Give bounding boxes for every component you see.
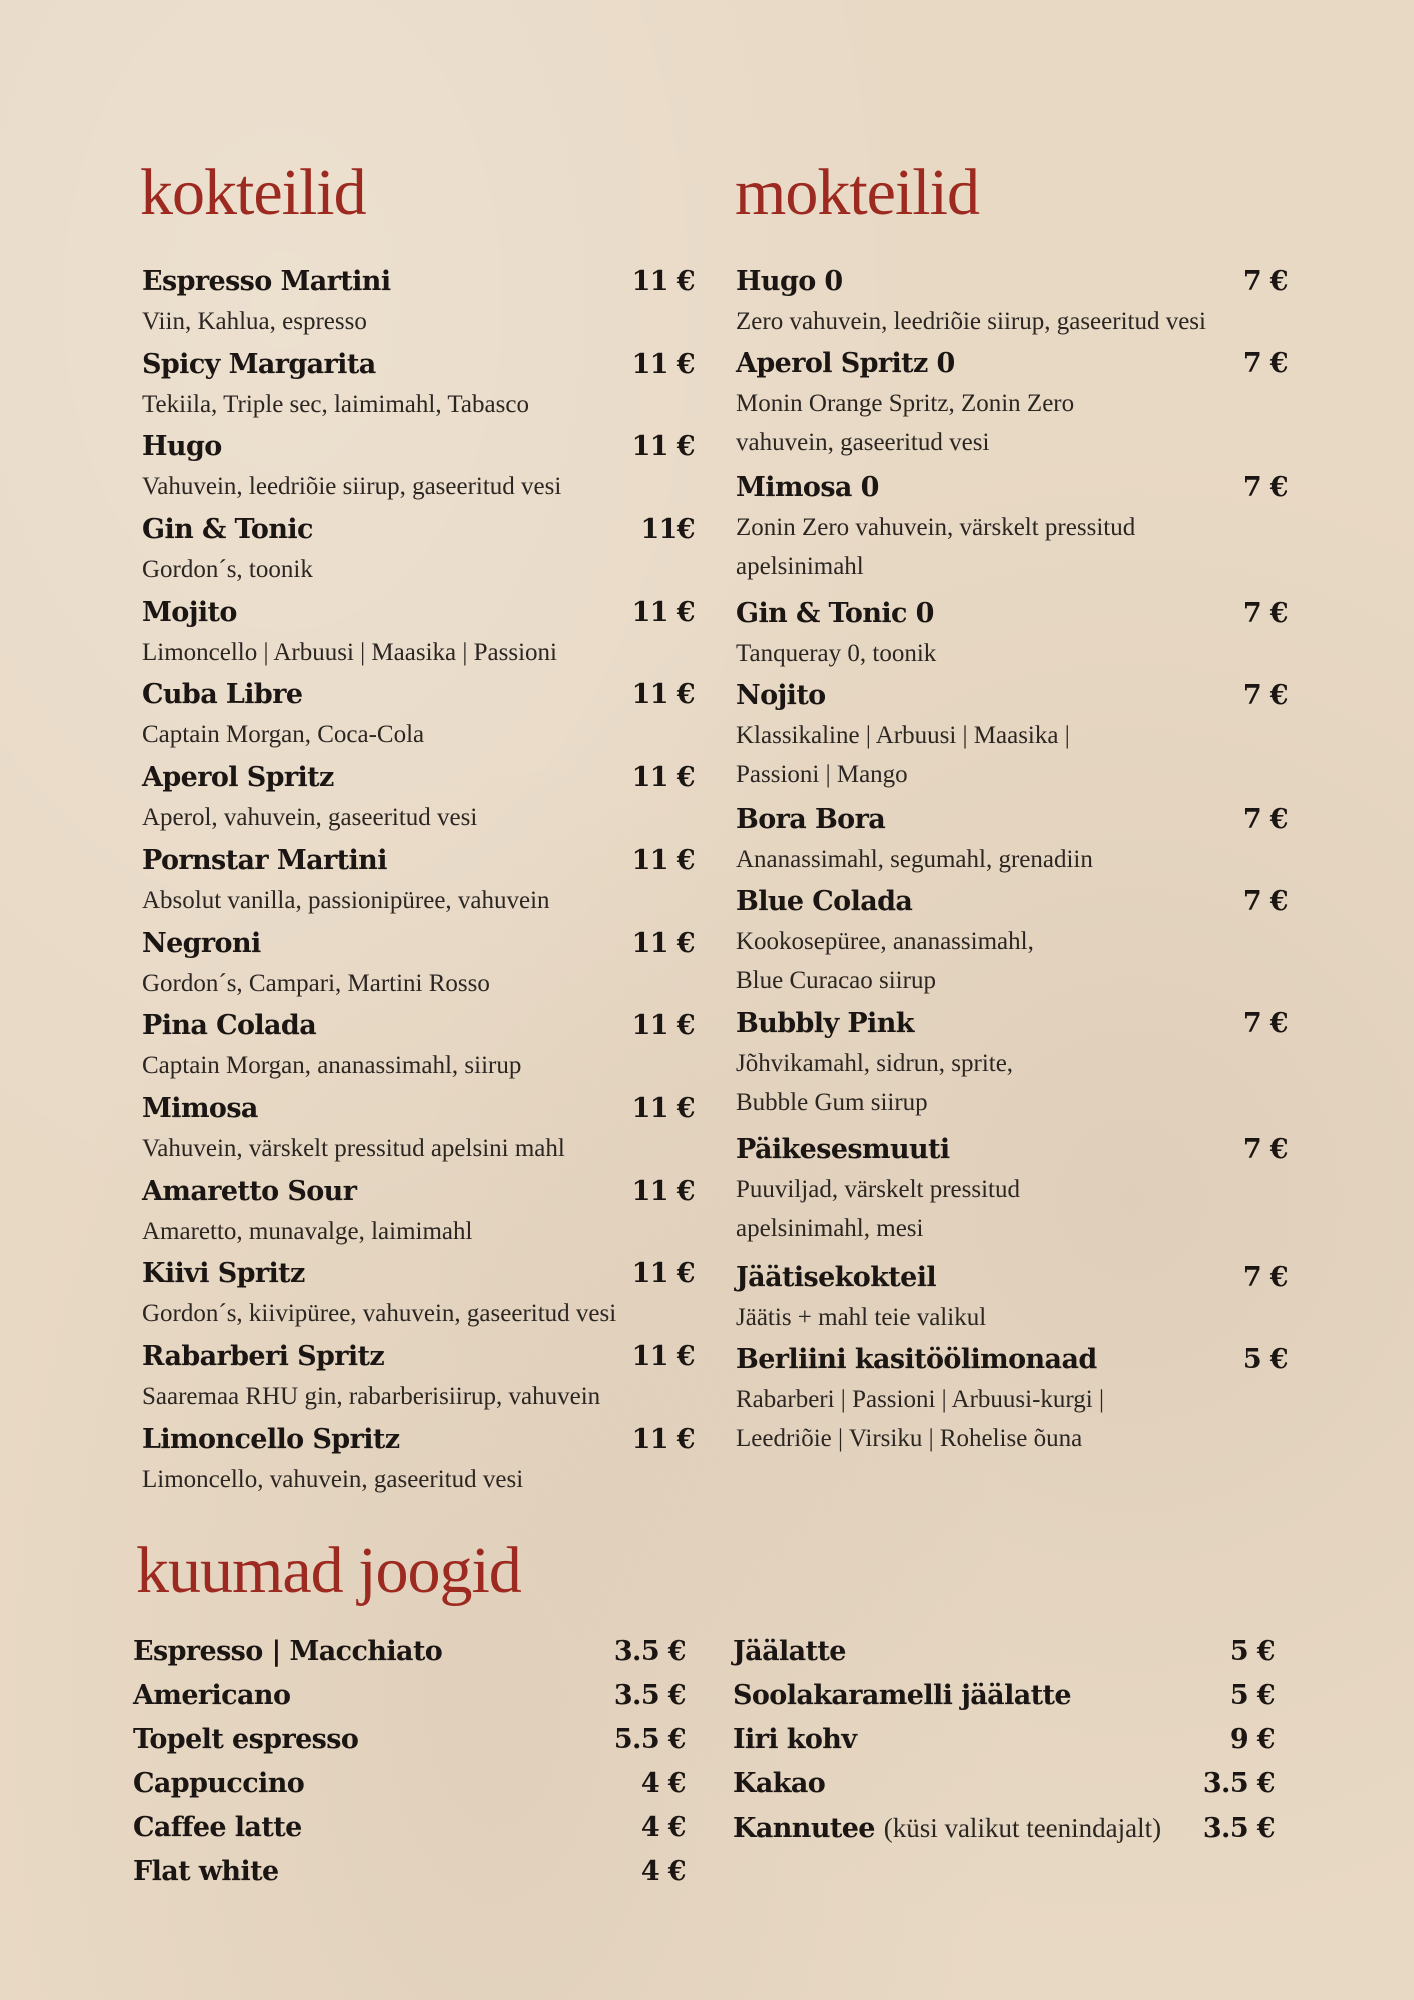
item-description: Saaremaa RHU gin, rabarberisiirup, vahuvein: [142, 1382, 601, 1410]
item-price: 11 €: [631, 431, 695, 463]
item-name: Mimosa 0: [736, 472, 879, 503]
item-name: Espresso Martini: [142, 266, 391, 297]
menu-item-row: [142, 675, 695, 715]
menu-item: [736, 882, 1288, 1004]
hot-drink-row: [733, 1630, 1275, 1674]
menu-item: [142, 1172, 695, 1255]
item-name: Soolakaramelli jäälatte: [733, 1680, 1071, 1711]
menu-item: [736, 676, 1288, 800]
item-description: Tanqueray 0, toonik: [736, 640, 937, 667]
item-name: Spicy Margarita: [142, 348, 376, 380]
menu-item-row: [736, 1004, 1288, 1044]
menu-item: [736, 468, 1288, 594]
menu-item: [142, 1337, 695, 1420]
item-description: Tekiila, Triple sec, laimimahl, Tabasco: [142, 390, 529, 418]
menu-item: [142, 345, 695, 428]
item-name: Pornstar Martini: [142, 844, 387, 876]
item-price: 4 €: [640, 1768, 686, 1799]
menu-item: [736, 344, 1288, 468]
hot-drink-row: [733, 1806, 1275, 1851]
item-price: 11 €: [631, 266, 695, 297]
menu-item-row: [736, 594, 1288, 634]
item-price: 11 €: [631, 927, 695, 959]
item-name-wrap: [133, 1762, 304, 1806]
menu-item-row: [736, 344, 1288, 384]
item-description: Vahuvein, leedriõie siirup, gaseeritud vesi: [142, 473, 562, 501]
menu-item-row: [142, 758, 695, 798]
menu-item: [142, 510, 695, 593]
menu-item-row: [736, 676, 1288, 716]
item-price: 5 €: [1242, 1344, 1288, 1375]
item-description: Absolut vanilla, passionipüree, vahuvein: [142, 886, 550, 914]
menu-item-row: [142, 1420, 695, 1460]
mocktails-list: [736, 262, 1288, 1464]
menu-item: [142, 924, 695, 1007]
item-price: 4 €: [640, 1856, 686, 1887]
item-name: Caffee latte: [133, 1812, 302, 1843]
item-name: Bubbly Pink: [736, 1008, 914, 1039]
hot-drink-row: [133, 1850, 686, 1894]
menu-item: [142, 675, 695, 758]
item-name: Hugo 0: [736, 266, 843, 297]
item-description: Vahuvein, värskelt pressitud apelsini mahl: [142, 1134, 565, 1162]
item-description: Klassikaline | Arbuusi | Maasika |: [736, 722, 1070, 749]
item-name: Iiri kohv: [733, 1724, 857, 1755]
item-price: 4 €: [640, 1812, 686, 1843]
item-name-wrap: [133, 1718, 358, 1762]
item-price: 11 €: [631, 1258, 695, 1290]
item-price: 3.5 €: [1202, 1768, 1275, 1799]
item-name: Gin & Tonic: [142, 514, 313, 546]
hot-drinks-title: kuumad joogid: [136, 1534, 521, 1607]
hot-drink-row: [133, 1806, 686, 1850]
menu-item: [142, 1254, 695, 1337]
menu-item-row: [142, 1172, 695, 1212]
item-description: apelsinimahl, mesi: [736, 1215, 924, 1242]
menu-item-row: [142, 841, 695, 881]
item-price: 3.5 €: [1202, 1813, 1275, 1844]
item-price: 11 €: [631, 844, 695, 876]
item-price: 11 €: [631, 596, 695, 628]
menu-item-row: [736, 882, 1288, 922]
menu-item: [736, 1004, 1288, 1130]
item-note: (küsi valikut teenindajalt): [883, 1813, 1162, 1843]
menu-item-row: [736, 1340, 1288, 1380]
menu-item-row: [142, 262, 695, 302]
item-price: 11 €: [631, 1092, 695, 1124]
item-name: Nojito: [736, 680, 826, 711]
item-name-wrap: [133, 1630, 442, 1674]
hot-drink-row: [733, 1762, 1275, 1806]
menu-item: [142, 758, 695, 841]
item-price: 7 €: [1242, 804, 1288, 835]
menu-item: [736, 800, 1288, 882]
menu-item-row: [142, 924, 695, 964]
item-price: 5.5 €: [613, 1724, 686, 1755]
cocktails-title: kokteilid: [140, 156, 366, 229]
menu-item-row: [736, 262, 1288, 302]
item-description: vahuvein, gaseeritud vesi: [736, 429, 990, 456]
menu-item-row: [736, 800, 1288, 840]
item-price: 7 €: [1242, 598, 1288, 629]
menu-item: [736, 1340, 1288, 1464]
item-name-wrap: [733, 1762, 825, 1806]
item-name: Mojito: [142, 596, 237, 628]
item-name-wrap: [733, 1630, 846, 1674]
item-description: Zonin Zero vahuvein, värskelt pressitud: [736, 514, 1136, 541]
item-price: 11 €: [631, 1340, 695, 1372]
item-price: 3.5 €: [613, 1636, 686, 1667]
item-description: Aperol, vahuvein, gaseeritud vesi: [142, 804, 478, 832]
item-name: Cuba Libre: [142, 679, 303, 711]
item-description: apelsinimahl: [736, 553, 864, 580]
menu-item: [736, 594, 1288, 676]
menu-item-row: [142, 1006, 695, 1046]
item-description: Blue Curacao siirup: [736, 967, 936, 994]
item-description: Gordon´s, kiivipüree, vahuvein, gaseeritud vesi: [142, 1300, 617, 1328]
hot-drink-row: [133, 1674, 686, 1718]
item-name: Aperol Spritz 0: [736, 348, 955, 379]
item-price: 7 €: [1242, 1262, 1288, 1293]
item-name: Hugo: [142, 431, 222, 463]
item-name: Americano: [133, 1680, 291, 1711]
item-price: 7 €: [1242, 348, 1288, 379]
item-price: 11 €: [631, 1175, 695, 1207]
menu-item: [736, 262, 1288, 344]
item-name: Rabarberi Spritz: [142, 1340, 385, 1372]
item-name: Espresso | Macchiato: [133, 1636, 443, 1667]
item-description: Jäätis + mahl teie valikul: [736, 1304, 987, 1331]
item-name: Mimosa: [142, 1092, 258, 1124]
item-description: Puuviljad, värskelt pressitud: [736, 1176, 1020, 1203]
menu-item: [142, 427, 695, 510]
item-price: 7 €: [1242, 266, 1288, 297]
item-description: Limoncello, vahuvein, gaseeritud vesi: [142, 1465, 524, 1493]
item-description: Ananassimahl, segumahl, grenadiin: [736, 846, 1093, 873]
item-name-wrap: [733, 1806, 1161, 1851]
item-description: Leedriõie | Virsiku | Rohelise õuna: [736, 1425, 1083, 1452]
item-name: Kannutee: [733, 1813, 875, 1844]
item-name-wrap: [733, 1718, 856, 1762]
menu-item-row: [736, 468, 1288, 508]
item-description: Kookosepüree, ananassimahl,: [736, 928, 1034, 955]
item-name: Flat white: [133, 1856, 279, 1887]
item-price: 11 €: [631, 1423, 695, 1455]
item-price: 11 €: [631, 679, 695, 711]
item-name: Pina Colada: [142, 1010, 317, 1042]
item-price: 7 €: [1242, 1134, 1288, 1165]
item-description: Gordon´s, Campari, Martini Rosso: [142, 969, 490, 997]
menu-item: [142, 593, 695, 676]
hot-drink-row: [133, 1718, 686, 1762]
hot-drink-row: [133, 1762, 686, 1806]
item-name: Päikesesmuuti: [736, 1134, 950, 1165]
item-name-wrap: [133, 1806, 302, 1850]
mocktails-title: mokteilid: [735, 156, 979, 229]
menu-item-row: [142, 427, 695, 467]
menu-item-row: [142, 1337, 695, 1377]
item-description: Rabarberi | Passioni | Arbuusi-kurgi |: [736, 1386, 1104, 1413]
item-price: 7 €: [1242, 472, 1288, 503]
item-name-wrap: [133, 1674, 290, 1718]
menu-item-row: [142, 345, 695, 385]
item-name: Cappuccino: [133, 1768, 305, 1799]
item-description: Jõhvikamahl, sidrun, sprite,: [736, 1050, 1014, 1077]
item-name: Blue Colada: [736, 886, 913, 917]
item-description: Zero vahuvein, leedriõie siirup, gaseeritud vesi: [736, 308, 1206, 335]
hot-drink-row: [133, 1630, 686, 1674]
menu-item: [142, 1089, 695, 1172]
menu-item: [142, 1006, 695, 1089]
menu-item: [142, 1420, 695, 1503]
item-price: 9 €: [1229, 1724, 1275, 1755]
item-name: Kakao: [733, 1768, 826, 1799]
menu-item: [142, 262, 695, 345]
item-description: Limoncello | Arbuusi | Maasika | Passioni: [142, 638, 557, 666]
hot-drinks-right-list: [733, 1630, 1275, 1851]
hot-drinks-left-list: [133, 1630, 686, 1894]
item-price: 11 €: [631, 762, 695, 794]
item-name: Bora Bora: [736, 804, 886, 835]
menu-item-row: [142, 1089, 695, 1129]
item-name: Amaretto Sour: [142, 1175, 357, 1207]
item-price: 11€: [640, 514, 695, 546]
item-name: Limoncello Spritz: [142, 1423, 400, 1455]
menu-item-row: [142, 510, 695, 550]
item-name: Gin & Tonic 0: [736, 598, 934, 629]
item-price: 5 €: [1229, 1636, 1275, 1667]
item-description: Captain Morgan, Coca-Cola: [142, 721, 425, 749]
item-price: 7 €: [1242, 1008, 1288, 1039]
item-price: 3.5 €: [613, 1680, 686, 1711]
item-name: Berliini kasitöölimonaad: [736, 1344, 1097, 1375]
item-name: Jäälatte: [733, 1636, 846, 1667]
item-price: 11 €: [631, 1010, 695, 1042]
menu-item-row: [736, 1258, 1288, 1298]
menu-item-row: [142, 1254, 695, 1294]
cocktails-list: [142, 262, 695, 1502]
item-price: 7 €: [1242, 680, 1288, 711]
menu-item: [736, 1130, 1288, 1258]
menu-item-row: [142, 593, 695, 633]
item-name: Kiivi Spritz: [142, 1258, 305, 1290]
item-description: Captain Morgan, ananassimahl, siirup: [142, 1052, 522, 1080]
item-name: Aperol Spritz: [142, 762, 334, 794]
item-description: Gordon´s, toonik: [142, 556, 313, 584]
item-description: Amaretto, munavalge, laimimahl: [142, 1217, 473, 1245]
item-price: 11 €: [631, 348, 695, 380]
menu-item: [142, 841, 695, 924]
hot-drink-row: [733, 1718, 1275, 1762]
item-price: 5 €: [1229, 1680, 1275, 1711]
menu-item-row: [736, 1130, 1288, 1170]
menu-item: [736, 1258, 1288, 1340]
item-description: Viin, Kahlua, espresso: [142, 308, 367, 335]
item-description: Bubble Gum siirup: [736, 1089, 928, 1116]
item-description: Passioni | Mango: [736, 761, 908, 788]
hot-drink-row: [733, 1674, 1275, 1718]
item-name-wrap: [133, 1850, 279, 1894]
item-price: 7 €: [1242, 886, 1288, 917]
item-name: Jäätisekokteil: [736, 1262, 937, 1293]
item-name: Topelt espresso: [133, 1724, 359, 1755]
item-name: Negroni: [142, 927, 261, 959]
item-name-wrap: [733, 1674, 1071, 1718]
item-description: Monin Orange Spritz, Zonin Zero: [736, 390, 1075, 417]
